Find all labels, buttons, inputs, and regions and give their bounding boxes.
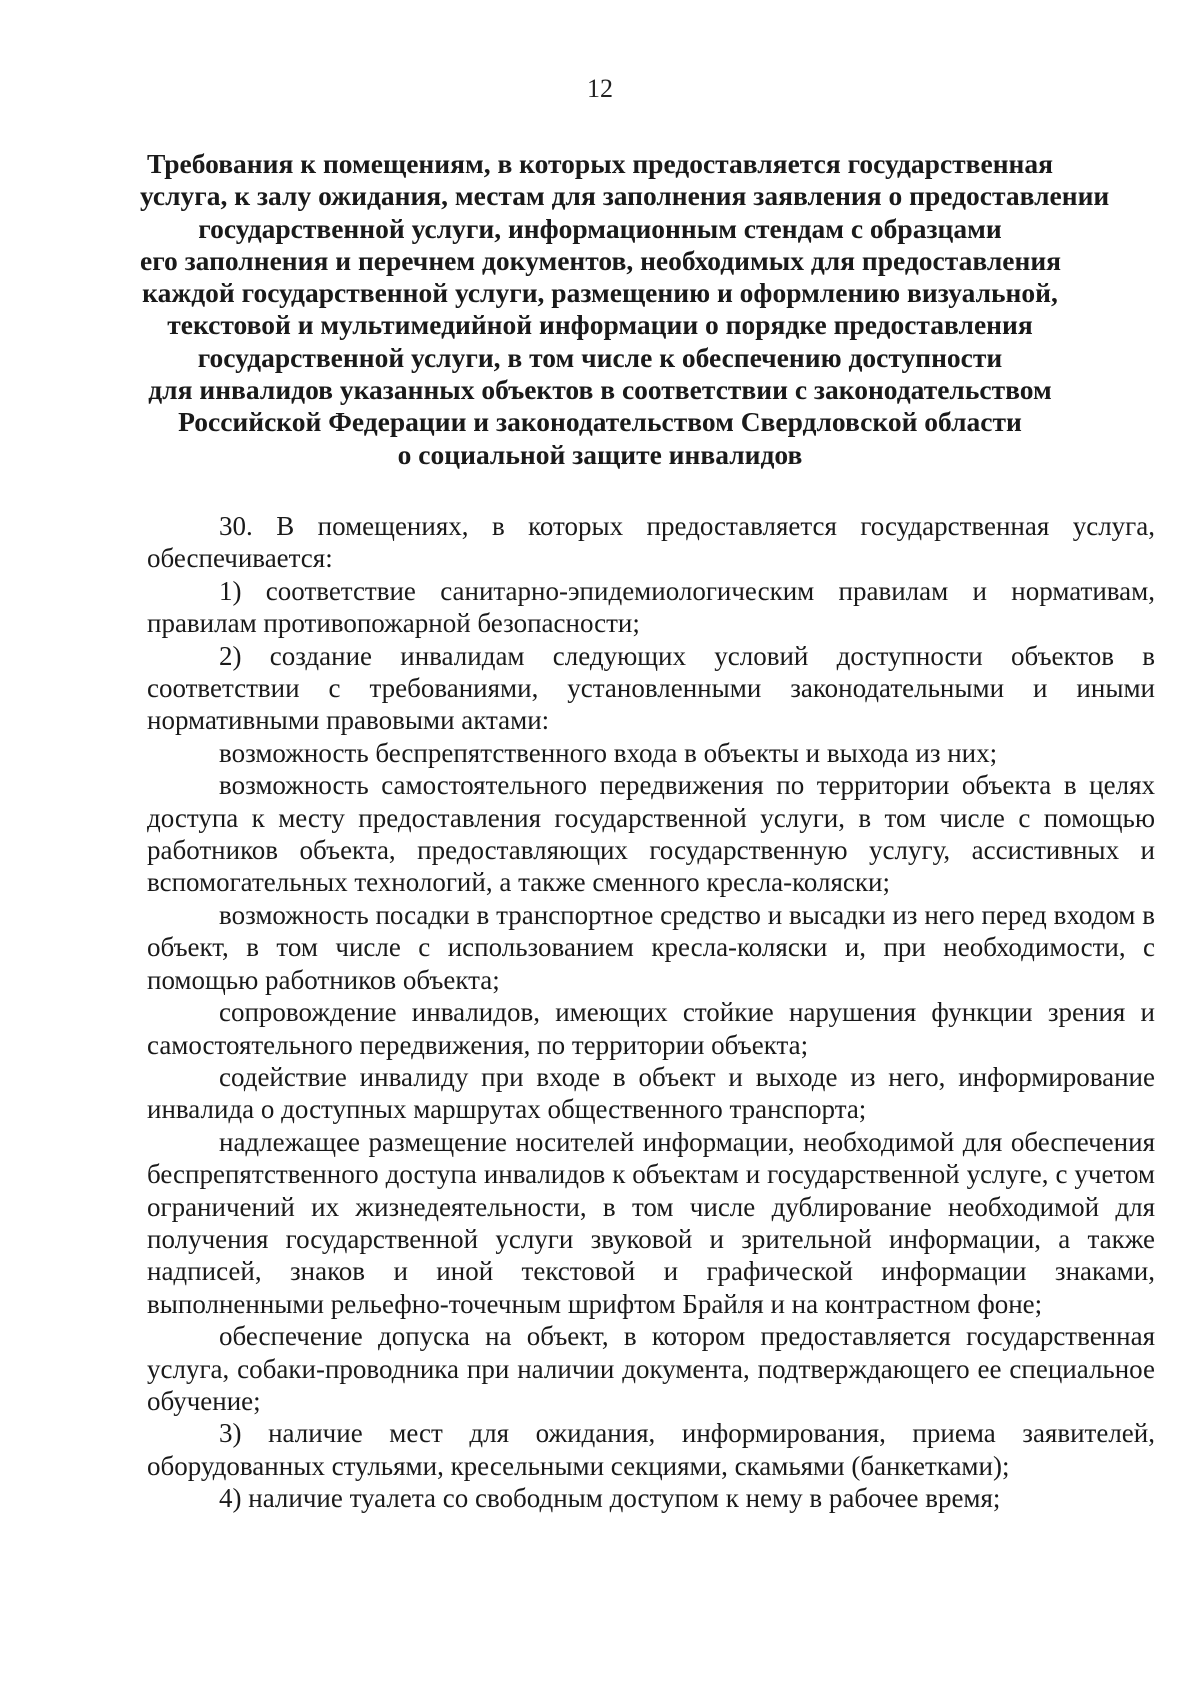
- heading-line: государственной услуги, в том числе к обеспечению доступности: [197, 341, 1003, 373]
- paragraph-condition: обеспечение допуска на объект, в котором предоставляется государственная услуга, собаки-проводника при наличии документа, подтверждающего ее специальное обучение;: [147, 1321, 1155, 1416]
- page-number: 12: [587, 74, 613, 103]
- paragraph-item-30: 30. В помещениях, в которых предоставляется государственная услуга, обеспечивается:: [147, 511, 1155, 574]
- paragraph-condition: возможность посадки в транспортное средство и высадки из него перед входом в объект, в том числе с использованием кресла-коляски и, при необходимости, с помощью работников объекта;: [147, 899, 1155, 995]
- heading-line: Российской Федерации и законодательством Свердловской области: [178, 406, 1022, 438]
- paragraph-condition: возможность самостоятельного передвижения по территории объекта в целях доступа к месту предоставления государственной услуги, в том числе с помощью работников объекта, предоставляющих государственную услугу, ассистивных и вспомогательных технологий, а также сменного кресла-коляски;: [147, 770, 1155, 898]
- heading-line: для инвалидов указанных объектов в соответствии с законодательством: [148, 374, 1052, 406]
- paragraph-condition: содействие инвалиду при входе в объект и выходе из него, информирование инвалида о доступных маршрутах общественного транспорта;: [147, 1061, 1155, 1125]
- heading-line: услуга, к залу ожидания, местам для заполнения заявления о предоставлении: [140, 180, 1110, 212]
- paragraph-subitem-2: 2) создание инвалидам следующих условий доступности объектов в соответствии с требованиями, установленными законодательными и иными нормативными правовыми актами:: [147, 640, 1155, 736]
- paragraph-condition: сопровождение инвалидов, имеющих стойкие нарушения функции зрения и самостоятельного передвижения, по территории объекта;: [147, 997, 1155, 1060]
- paragraph-condition: надлежащее размещение носителей информации, необходимой для обеспечения беспрепятственного доступа инвалидов к объектам и государственной услуге, с учетом ограничений их жизнедеятельности, в том числе дублирование необходимой для получения государственной услуги звуковой и зрительной информации, а также надписей, знаков и иной текстовой и графической информации знаками, выполненными рельефно-точечным шрифтом Брайля и на контрастном фоне;: [147, 1126, 1155, 1319]
- heading-line: Требования к помещениям, в которых предоставляется государственная: [146, 148, 1054, 179]
- heading-line: каждой государственной услуги, размещению и оформлению визуальной,: [142, 277, 1058, 309]
- document-body: [147, 510, 1155, 1515]
- heading-line: текстовой и мультимедийной информации о порядке предоставления: [167, 309, 1033, 341]
- heading-line: о социальной защите инвалидов: [397, 438, 803, 470]
- section-heading: [140, 148, 1110, 471]
- heading-line: государственной услуги, информационным стендам с образцами: [198, 212, 1002, 244]
- paragraph-condition: возможность беспрепятственного входа в объекты и выхода из них;: [219, 737, 998, 768]
- paragraph-subitem-1: 1) соответствие санитарно-эпидемиологическим правилам и нормативам, правилам противопожарной безопасности;: [147, 575, 1155, 639]
- paragraph-subitem-3: 3) наличие мест для ожидания, информирования, приема заявителей, оборудованных стульями, кресельными секциями, скамьями (банкетками);: [147, 1418, 1155, 1481]
- paragraph-subitem-4: 4) наличие туалета со свободным доступом к нему в рабочее время;: [219, 1483, 1001, 1514]
- heading-line: его заполнения и перечнем документов, необходимых для предоставления: [140, 244, 1062, 276]
